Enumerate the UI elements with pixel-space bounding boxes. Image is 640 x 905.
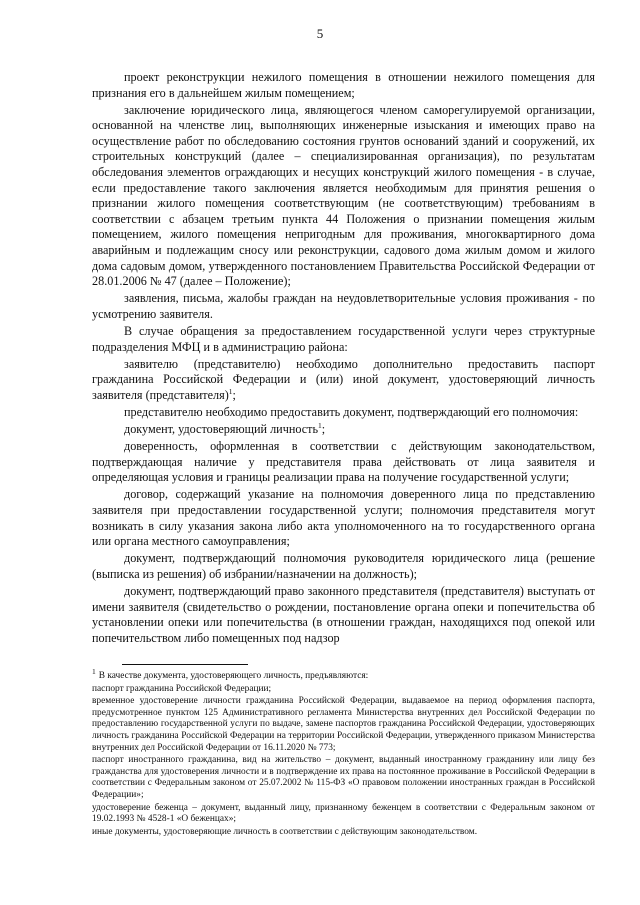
paragraph-text: документ, удостоверяющий личность	[124, 422, 319, 437]
paragraph: проект реконструкции нежилого помещения в отношении нежилого помещения для признания его в дальнейшем жилым помещением;	[92, 70, 595, 100]
paragraph	[92, 422, 595, 438]
paragraph: заявления, письма, жалобы граждан на неудовлетворительные условия проживания - по усмотрению заявителя.	[92, 291, 595, 321]
document-body	[92, 70, 595, 648]
paragraph-punctuation: ;	[321, 422, 326, 437]
footnote-line: временное удостоверение личности гражданина Российской Федерации, выдаваемое на период оформления паспорта, предусмотренное пунктом 125 Административного регламента Министерства внутренних дел Российской Федерации по предоставлению государственной услуги по выдаче, замене паспортов гражданина Российской Федерации, удостоверяющих личность гражданина Российской Федерации на территории Российской Федерации, утвержденного приказом Министерства внутренних дел Российской Федерации от 16.11.2020 № 773;	[92, 696, 595, 753]
paragraph: договор, содержащий указание на полномочия доверенного лица по представлению заявителя при предоставлении государственной услуги; полномочия представителя могут возникать в силу указания закона либо акта уполномоченного на то государственного органа или органа местного самоуправления;	[92, 487, 595, 549]
paragraph	[92, 357, 595, 404]
paragraph-punctuation: ;	[232, 387, 236, 402]
paragraph: представителю необходимо предоставить документ, подтверждающий его полномочия:	[124, 404, 579, 419]
paragraph: документ, подтверждающий полномочия руководителя юридического лица (решение (выписка из решения) об избрании/назначении на должность);	[92, 551, 595, 581]
footnote-mark: 1	[92, 666, 96, 676]
footnote-line: удостоверение беженца – документ, выданный лицу, признанному беженцем в соответствии с Федеральным законом от 19.02.1993 № 4528-1 «О беженцах»;	[92, 802, 595, 825]
paragraph: В случае обращения за предоставлением государственной услуги через структурные подразделения МФЦ и в администрацию района:	[92, 324, 595, 354]
footnote-line	[92, 666, 595, 683]
footnote-divider	[122, 664, 248, 665]
footnote-reference: 1	[318, 421, 322, 430]
paragraph: документ, подтверждающий право законного представителя (представителя) выступать от имени заявителя (свидетельство о рождении, постановление органа опеки и попечительства об установлении опеки или попечительства (в отношении граждан, находящихся под опекой или попечительством либо помещенных под надзор	[92, 584, 595, 645]
page-number: 5	[316, 26, 324, 41]
paragraph: заключение юридического лица, являющегося членом саморегулируемой организации, основанной на членстве лиц, выполняющих инженерные изыскания и имеющих право на осуществление работ по обследованию состояния грунтов оснований зданий и сооружений, их строительных конструкций (далее – специализированная организация), по результатам обследования элементов ограждающих и несущих конструкций жилого помещения - в случае, если предоставление такого заключения является необходимым для принятия решения о признании жилого помещения соответствующим (не соответствующим) требованиям в соответствии с абзацем третьим пункта 44 Положения о признании помещения жилым помещением, жилого помещения непригодным для проживания, многоквартирного дома аварийным и подлежащим сносу или реконструкции, садового дома жилым домом и жилого дома садовым домом, утвержденного постановлением Правительства Российской Федерации от 28.01.2006 № 47 (далее – Положение);	[92, 102, 595, 289]
footnote-line: паспорт иностранного гражданина, вид на жительство – документ, выданный иностранному гражданину или лицу без гражданства для удостоверения личности и в подтверждение их права на постоянное проживание в Российской Федерации в соответствии с Федеральным законом от 25.07.2002 № 115-ФЗ «О правовом положении иностранных граждан в Российской Федерации»;	[92, 755, 595, 800]
footnotes	[92, 666, 595, 839]
footnote-line: паспорт гражданина Российской Федерации;	[92, 683, 272, 694]
footnote-line: иные документы, удостоверяющие личность в соответствии с действующим законодательством.	[92, 826, 478, 837]
footnote-reference: 1	[228, 386, 233, 396]
paragraph-text: заявителю (представителю) необходимо дополнительно предоставить паспорт гражданина Российской Федерации и (или) иной документ, удостоверяющий личность заявителя (представителя)	[92, 356, 595, 402]
paragraph: доверенность, оформленная в соответствии с действующим законодательством, подтверждающая наличие у представителя права действовать от лица заявителя и определяющая условия и границы реализации права на получение государственной услуги;	[92, 439, 595, 485]
footnote-text: В качестве документа, удостоверяющего личность, предъявляются:	[98, 671, 369, 681]
